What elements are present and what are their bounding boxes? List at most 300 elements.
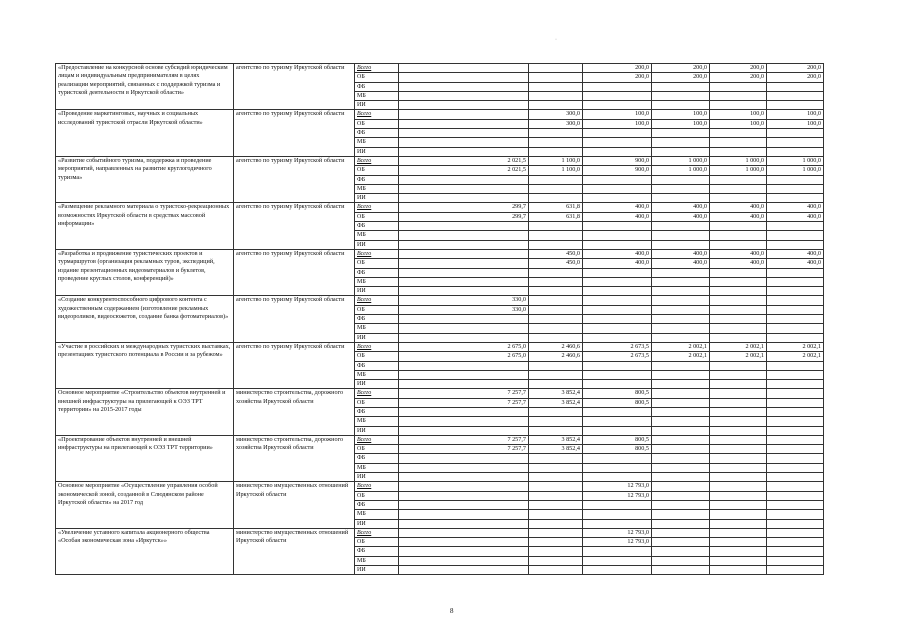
year-value-cell: 2 002,1 bbox=[652, 342, 710, 351]
year-value-cell: 3 852,4 bbox=[529, 435, 583, 444]
year-value-cell bbox=[710, 324, 767, 333]
year-value-cell bbox=[767, 435, 824, 444]
funding-source: ИИ bbox=[355, 333, 399, 342]
year-value-cell: 1 000,0 bbox=[710, 156, 767, 165]
funding-source: ОБ bbox=[355, 73, 399, 82]
page-number: 8 bbox=[450, 607, 454, 615]
year-value-cell bbox=[652, 519, 710, 528]
funding-source: МБ bbox=[355, 324, 399, 333]
year-value-cell bbox=[583, 324, 652, 333]
year-value-cell bbox=[710, 129, 767, 138]
year-value-cell bbox=[652, 389, 710, 398]
year-value-cell bbox=[529, 454, 583, 463]
year-value-cell: 400,0 bbox=[652, 249, 710, 258]
year-value-cell bbox=[767, 147, 824, 156]
year-value-cell: 2 002,1 bbox=[710, 342, 767, 351]
year-value-cell: 800,5 bbox=[583, 389, 652, 398]
year-value-cell bbox=[652, 398, 710, 407]
year-value-cell bbox=[583, 380, 652, 389]
year-value-cell: 400,0 bbox=[583, 212, 652, 221]
funding-source: ФБ bbox=[355, 175, 399, 184]
year-value-cell: 100,0 bbox=[652, 110, 710, 119]
activity-description: «Увеличение уставного капитала акционерного общества «Особая экономическая зона «Иркутск»» bbox=[56, 528, 234, 574]
year-value-cell: 100,0 bbox=[710, 119, 767, 128]
year-value-cell bbox=[399, 231, 529, 240]
funding-source: ФБ bbox=[355, 500, 399, 509]
year-value-cell bbox=[652, 315, 710, 324]
year-value-cell bbox=[652, 147, 710, 156]
year-value-cell: 2 002,1 bbox=[767, 342, 824, 351]
year-value-cell bbox=[710, 370, 767, 379]
year-value-cell bbox=[399, 249, 529, 258]
year-value-cell bbox=[652, 361, 710, 370]
funding-source: ОБ bbox=[355, 398, 399, 407]
year-value-cell bbox=[767, 538, 824, 547]
year-value-cell bbox=[583, 510, 652, 519]
year-value-cell bbox=[710, 510, 767, 519]
year-value-cell bbox=[767, 370, 824, 379]
year-value-cell bbox=[529, 547, 583, 556]
year-value-cell bbox=[399, 380, 529, 389]
year-value-cell bbox=[710, 454, 767, 463]
year-value-cell bbox=[583, 417, 652, 426]
year-value-cell bbox=[710, 240, 767, 249]
activity-row-total bbox=[56, 249, 824, 258]
funding-source: ИИ bbox=[355, 473, 399, 482]
year-value-cell bbox=[767, 407, 824, 416]
year-value-cell bbox=[529, 73, 583, 82]
responsible-executor: агентство по туризму Иркутской области bbox=[234, 110, 355, 156]
year-value-cell: 400,0 bbox=[710, 249, 767, 258]
year-value-cell bbox=[710, 463, 767, 472]
activity-description: «Предоставление на конкурсной основе субсидий юридическим лицам и индивидуальным предпринимателям в целях реализации мероприятий, связанных с поддержкой туризма и туристской деятельности в Иркутской области» bbox=[56, 64, 234, 110]
year-value-cell bbox=[710, 277, 767, 286]
year-value-cell bbox=[529, 296, 583, 305]
funding-source: ФБ bbox=[355, 361, 399, 370]
year-value-cell bbox=[710, 82, 767, 91]
year-value-cell bbox=[399, 287, 529, 296]
year-value-cell: 7 257,7 bbox=[399, 435, 529, 444]
year-value-cell bbox=[767, 296, 824, 305]
funding-source: МБ bbox=[355, 231, 399, 240]
year-value-cell bbox=[710, 184, 767, 193]
year-value-cell bbox=[710, 491, 767, 500]
funding-source: ФБ bbox=[355, 222, 399, 231]
responsible-executor: агентство по туризму Иркутской области bbox=[234, 156, 355, 202]
funding-source: МБ bbox=[355, 184, 399, 193]
funding-source: ИИ bbox=[355, 101, 399, 110]
year-value-cell bbox=[710, 194, 767, 203]
year-value-cell bbox=[399, 463, 529, 472]
year-value-cell bbox=[652, 82, 710, 91]
year-value-cell bbox=[529, 370, 583, 379]
year-value-cell bbox=[652, 482, 710, 491]
funding-source: ИИ bbox=[355, 240, 399, 249]
year-value-cell bbox=[583, 175, 652, 184]
funding-source: ФБ bbox=[355, 454, 399, 463]
year-value-cell bbox=[652, 194, 710, 203]
year-value-cell bbox=[529, 287, 583, 296]
year-value-cell bbox=[652, 556, 710, 565]
activity-row-total bbox=[56, 110, 824, 119]
year-value-cell: 1 100,0 bbox=[529, 166, 583, 175]
year-value-cell bbox=[710, 101, 767, 110]
year-value-cell bbox=[399, 259, 529, 268]
funding-source: Всего bbox=[355, 156, 399, 165]
year-value-cell bbox=[710, 147, 767, 156]
funding-source: МБ bbox=[355, 417, 399, 426]
funding-source: ФБ bbox=[355, 129, 399, 138]
year-value-cell bbox=[583, 268, 652, 277]
year-value-cell bbox=[529, 510, 583, 519]
year-value-cell bbox=[399, 240, 529, 249]
year-value-cell: 200,0 bbox=[652, 73, 710, 82]
year-value-cell bbox=[652, 463, 710, 472]
year-value-cell: 800,5 bbox=[583, 398, 652, 407]
year-value-cell bbox=[529, 407, 583, 416]
year-value-cell bbox=[710, 231, 767, 240]
year-value-cell bbox=[583, 82, 652, 91]
year-value-cell bbox=[399, 82, 529, 91]
year-value-cell bbox=[529, 519, 583, 528]
funding-source: ОБ bbox=[355, 212, 399, 221]
year-value-cell: 200,0 bbox=[710, 64, 767, 73]
activity-row-total bbox=[56, 435, 824, 444]
year-value-cell bbox=[529, 222, 583, 231]
year-value-cell bbox=[529, 184, 583, 193]
year-value-cell: 2 673,5 bbox=[583, 352, 652, 361]
year-value-cell bbox=[583, 147, 652, 156]
year-value-cell bbox=[399, 538, 529, 547]
year-value-cell bbox=[529, 491, 583, 500]
year-value-cell: 1 000,0 bbox=[710, 166, 767, 175]
year-value-cell: 631,8 bbox=[529, 203, 583, 212]
year-value-cell bbox=[529, 101, 583, 110]
year-value-cell bbox=[710, 435, 767, 444]
year-value-cell bbox=[710, 138, 767, 147]
year-value-cell bbox=[529, 324, 583, 333]
year-value-cell bbox=[710, 305, 767, 314]
year-value-cell: 3 852,4 bbox=[529, 398, 583, 407]
year-value-cell bbox=[529, 147, 583, 156]
year-value-cell bbox=[652, 324, 710, 333]
funding-source: Всего bbox=[355, 64, 399, 73]
year-value-cell bbox=[399, 510, 529, 519]
funding-source: МБ bbox=[355, 277, 399, 286]
year-value-cell: 1 100,0 bbox=[529, 156, 583, 165]
funding-source: Всего bbox=[355, 296, 399, 305]
year-value-cell: 400,0 bbox=[767, 212, 824, 221]
year-value-cell: 100,0 bbox=[767, 110, 824, 119]
year-value-cell: 2 021,5 bbox=[399, 156, 529, 165]
year-value-cell bbox=[767, 380, 824, 389]
year-value-cell bbox=[767, 473, 824, 482]
funding-source: ОБ bbox=[355, 445, 399, 454]
responsible-executor: агентство по туризму Иркутской области bbox=[234, 203, 355, 249]
year-value-cell bbox=[767, 491, 824, 500]
year-value-cell: 400,0 bbox=[767, 259, 824, 268]
funding-source: Всего bbox=[355, 342, 399, 351]
year-value-cell: 900,0 bbox=[583, 156, 652, 165]
funding-source: Всего bbox=[355, 528, 399, 537]
year-value-cell bbox=[652, 528, 710, 537]
year-value-cell: 3 852,4 bbox=[529, 445, 583, 454]
year-value-cell bbox=[652, 454, 710, 463]
year-value-cell bbox=[710, 547, 767, 556]
year-value-cell bbox=[529, 528, 583, 537]
year-value-cell bbox=[710, 222, 767, 231]
year-value-cell bbox=[767, 333, 824, 342]
year-value-cell bbox=[767, 500, 824, 509]
year-value-cell bbox=[710, 417, 767, 426]
year-value-cell bbox=[767, 556, 824, 565]
year-value-cell bbox=[529, 277, 583, 286]
year-value-cell bbox=[710, 389, 767, 398]
year-value-cell bbox=[583, 333, 652, 342]
year-value-cell: 12 793,0 bbox=[583, 528, 652, 537]
year-value-cell: 12 793,0 bbox=[583, 538, 652, 547]
year-value-cell bbox=[529, 556, 583, 565]
year-value-cell bbox=[399, 175, 529, 184]
year-value-cell: 300,0 bbox=[529, 119, 583, 128]
year-value-cell bbox=[399, 147, 529, 156]
year-value-cell bbox=[767, 101, 824, 110]
year-value-cell: 400,0 bbox=[583, 203, 652, 212]
year-value-cell bbox=[710, 268, 767, 277]
funding-source: ИИ bbox=[355, 147, 399, 156]
activity-description: «Разработка и продвижение туристических проектов и турмаршрутов (организация рекламных туров, экспедиций, издание презентационных видеоматериалов и буклетов, проведение круглых столов, конференций)» bbox=[56, 249, 234, 295]
activity-description: «Развитие событийного туризма, поддержка и проведение мероприятий, направленных на развитие круглогодичного туризма» bbox=[56, 156, 234, 202]
activity-row-total bbox=[56, 156, 824, 165]
year-value-cell: 2 675,0 bbox=[399, 352, 529, 361]
funding-source: Всего bbox=[355, 249, 399, 258]
year-value-cell bbox=[710, 538, 767, 547]
year-value-cell bbox=[652, 426, 710, 435]
stray-mark: · bbox=[555, 37, 557, 43]
funding-source: ИИ bbox=[355, 287, 399, 296]
year-value-cell bbox=[652, 129, 710, 138]
year-value-cell: 200,0 bbox=[767, 64, 824, 73]
year-value-cell: 400,0 bbox=[652, 259, 710, 268]
year-value-cell: 2 002,1 bbox=[652, 352, 710, 361]
year-value-cell bbox=[399, 407, 529, 416]
year-value-cell bbox=[399, 528, 529, 537]
year-value-cell: 200,0 bbox=[652, 64, 710, 73]
activity-row-total bbox=[56, 342, 824, 351]
funding-source: ИИ bbox=[355, 566, 399, 575]
year-value-cell: 330,0 bbox=[399, 296, 529, 305]
year-value-cell bbox=[529, 566, 583, 575]
year-value-cell: 2 002,1 bbox=[710, 352, 767, 361]
year-value-cell bbox=[583, 500, 652, 509]
year-value-cell bbox=[652, 417, 710, 426]
year-value-cell bbox=[399, 566, 529, 575]
responsible-executor: агентство по туризму Иркутской области bbox=[234, 249, 355, 295]
funding-source: ИИ bbox=[355, 426, 399, 435]
year-value-cell: 400,0 bbox=[767, 249, 824, 258]
year-value-cell bbox=[583, 231, 652, 240]
year-value-cell bbox=[529, 482, 583, 491]
year-value-cell bbox=[399, 73, 529, 82]
year-value-cell bbox=[399, 324, 529, 333]
year-value-cell bbox=[652, 370, 710, 379]
year-value-cell: 400,0 bbox=[652, 203, 710, 212]
year-value-cell bbox=[767, 287, 824, 296]
activity-description: Основное мероприятие «Осуществление управления особой экономической зоной, созданной в Слюдянском районе Иркутской области» на 2017 год bbox=[56, 482, 234, 528]
year-value-cell bbox=[767, 389, 824, 398]
year-value-cell bbox=[529, 333, 583, 342]
activity-row-total bbox=[56, 296, 824, 305]
year-value-cell bbox=[767, 519, 824, 528]
year-value-cell bbox=[399, 519, 529, 528]
year-value-cell bbox=[583, 519, 652, 528]
year-value-cell: 299,7 bbox=[399, 212, 529, 221]
funding-source: ФБ bbox=[355, 315, 399, 324]
year-value-cell bbox=[399, 129, 529, 138]
year-value-cell bbox=[767, 426, 824, 435]
year-value-cell bbox=[583, 296, 652, 305]
responsible-executor: агентство по туризму Иркутской области bbox=[234, 342, 355, 388]
year-value-cell bbox=[529, 426, 583, 435]
year-value-cell bbox=[399, 454, 529, 463]
year-value-cell: 400,0 bbox=[710, 203, 767, 212]
activity-description: «Проектирование объектов внутренней и внешней инфраструктуры на прилегающей к ОЭЗ ТРТ территории» bbox=[56, 435, 234, 481]
activity-row-total bbox=[56, 64, 824, 73]
year-value-cell bbox=[710, 482, 767, 491]
year-value-cell bbox=[399, 417, 529, 426]
year-value-cell bbox=[767, 417, 824, 426]
activity-description: Основное мероприятие «Строительство объектов внутренней и внешней инфраструктуры на прилегающей к ОЭЗ ТРТ территории» на 2015-2017 годы bbox=[56, 389, 234, 435]
year-value-cell bbox=[652, 101, 710, 110]
year-value-cell bbox=[652, 222, 710, 231]
activity-description: «Участие в российских и международных туристских выставках, презентациях туристского потенциала в России и за рубежом» bbox=[56, 342, 234, 388]
responsible-executor: агентство по туризму Иркутской области bbox=[234, 64, 355, 110]
year-value-cell bbox=[583, 129, 652, 138]
year-value-cell bbox=[399, 370, 529, 379]
year-value-cell: 400,0 bbox=[583, 249, 652, 258]
year-value-cell: 100,0 bbox=[767, 119, 824, 128]
activity-row-total bbox=[56, 528, 824, 537]
year-value-cell bbox=[399, 110, 529, 119]
year-value-cell bbox=[399, 184, 529, 193]
funding-source: ОБ bbox=[355, 119, 399, 128]
year-value-cell bbox=[767, 222, 824, 231]
year-value-cell bbox=[652, 91, 710, 100]
year-value-cell bbox=[767, 528, 824, 537]
year-value-cell bbox=[767, 315, 824, 324]
year-value-cell bbox=[767, 361, 824, 370]
year-value-cell bbox=[529, 417, 583, 426]
activity-row-total bbox=[56, 389, 824, 398]
funding-source: ИИ bbox=[355, 194, 399, 203]
year-value-cell: 100,0 bbox=[583, 110, 652, 119]
year-value-cell bbox=[529, 305, 583, 314]
year-value-cell bbox=[767, 268, 824, 277]
year-value-cell bbox=[652, 510, 710, 519]
year-value-cell bbox=[583, 194, 652, 203]
year-value-cell bbox=[710, 287, 767, 296]
year-value-cell bbox=[399, 426, 529, 435]
year-value-cell bbox=[529, 194, 583, 203]
year-value-cell: 300,0 bbox=[529, 110, 583, 119]
year-value-cell bbox=[583, 566, 652, 575]
year-value-cell bbox=[710, 398, 767, 407]
year-value-cell bbox=[399, 473, 529, 482]
year-value-cell bbox=[767, 324, 824, 333]
year-value-cell bbox=[710, 91, 767, 100]
year-value-cell: 1 000,0 bbox=[652, 156, 710, 165]
year-value-cell bbox=[652, 380, 710, 389]
year-value-cell bbox=[710, 333, 767, 342]
year-value-cell bbox=[583, 305, 652, 314]
year-value-cell bbox=[583, 184, 652, 193]
year-value-cell bbox=[767, 463, 824, 472]
year-value-cell bbox=[652, 287, 710, 296]
year-value-cell bbox=[710, 445, 767, 454]
activity-row-total bbox=[56, 203, 824, 212]
year-value-cell: 400,0 bbox=[710, 212, 767, 221]
year-value-cell bbox=[767, 305, 824, 314]
year-value-cell bbox=[529, 138, 583, 147]
funding-source: ФБ bbox=[355, 547, 399, 556]
funding-source: Всего bbox=[355, 110, 399, 119]
year-value-cell: 2 675,0 bbox=[399, 342, 529, 351]
year-value-cell bbox=[583, 361, 652, 370]
year-value-cell bbox=[529, 64, 583, 73]
year-value-cell: 400,0 bbox=[652, 212, 710, 221]
responsible-executor: агентство по туризму Иркутской области bbox=[234, 296, 355, 342]
year-value-cell bbox=[399, 482, 529, 491]
year-value-cell bbox=[583, 407, 652, 416]
year-value-cell: 1 000,0 bbox=[652, 166, 710, 175]
year-value-cell bbox=[583, 222, 652, 231]
activity-description: «Размещение рекламного материала о туристско-рекреационных возможностях Иркутской области в средствах массовой информации» bbox=[56, 203, 234, 249]
year-value-cell bbox=[767, 566, 824, 575]
year-value-cell: 2 002,1 bbox=[767, 352, 824, 361]
funding-source: Всего bbox=[355, 203, 399, 212]
year-value-cell bbox=[652, 231, 710, 240]
responsible-executor: министерство строительства, дорожного хозяйства Иркутской области bbox=[234, 389, 355, 435]
year-value-cell: 1 000,0 bbox=[767, 156, 824, 165]
year-value-cell bbox=[710, 519, 767, 528]
year-value-cell bbox=[652, 407, 710, 416]
year-value-cell bbox=[583, 370, 652, 379]
year-value-cell bbox=[529, 538, 583, 547]
activity-description: «Создание конкурентоспособного цифрового контента с художественным содержанием (изготовление рекламных видеороликов, видеосюжетов, создание банка фотоматериалов)» bbox=[56, 296, 234, 342]
year-value-cell bbox=[583, 101, 652, 110]
year-value-cell bbox=[710, 296, 767, 305]
year-value-cell bbox=[399, 268, 529, 277]
activity-description: «Проведение маркетинговых, научных и социальных исследований туристской отрасли Иркутской области» bbox=[56, 110, 234, 156]
year-value-cell bbox=[399, 91, 529, 100]
year-value-cell bbox=[399, 547, 529, 556]
year-value-cell bbox=[710, 407, 767, 416]
year-value-cell bbox=[767, 231, 824, 240]
year-value-cell: 450,0 bbox=[529, 259, 583, 268]
year-value-cell: 900,0 bbox=[583, 166, 652, 175]
responsible-executor: министерство строительства, дорожного хозяйства Иркутской области bbox=[234, 435, 355, 481]
year-value-cell bbox=[583, 287, 652, 296]
responsible-executor: министерство имущественных отношений Иркутской области bbox=[234, 482, 355, 528]
year-value-cell: 330,0 bbox=[399, 305, 529, 314]
year-value-cell bbox=[710, 556, 767, 565]
year-value-cell bbox=[767, 482, 824, 491]
year-value-cell bbox=[652, 296, 710, 305]
year-value-cell: 631,8 bbox=[529, 212, 583, 221]
year-value-cell bbox=[767, 454, 824, 463]
year-value-cell: 299,7 bbox=[399, 203, 529, 212]
year-value-cell bbox=[767, 240, 824, 249]
